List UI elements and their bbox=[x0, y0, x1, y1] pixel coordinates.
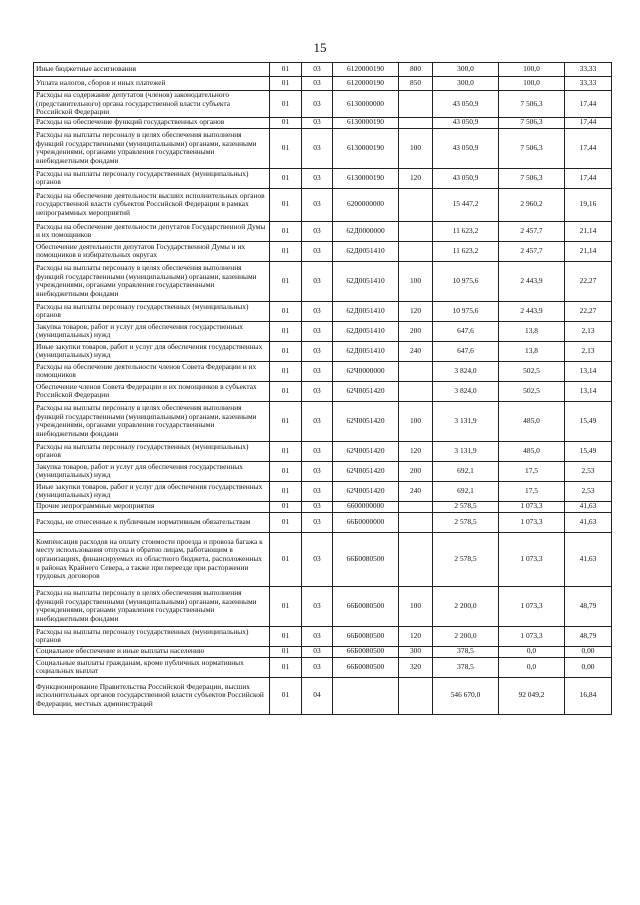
subsection-code-cell: 03 bbox=[302, 586, 333, 626]
expense-type-cell: 120 bbox=[399, 626, 433, 646]
subsection-code-cell: 03 bbox=[302, 241, 333, 261]
expense-name-cell: Расходы на обеспечение деятельности членов Совета Федерации и их помощников bbox=[34, 361, 270, 381]
plan-amount-cell: 11 623,2 bbox=[433, 241, 499, 261]
table-row bbox=[34, 301, 612, 321]
expense-type-cell: 100 bbox=[399, 401, 433, 441]
expense-type-cell: 300 bbox=[399, 646, 433, 657]
executed-amount-cell: 0,0 bbox=[499, 646, 565, 657]
plan-amount-cell: 378,5 bbox=[433, 657, 499, 677]
section-code-cell: 01 bbox=[270, 657, 302, 677]
subsection-code-cell: 03 bbox=[302, 261, 333, 301]
plan-amount-cell: 2 200,0 bbox=[433, 626, 499, 646]
expense-name-cell: Иные бюджетные ассигнования bbox=[34, 63, 270, 77]
expense-name-cell: Обеспечение членов Совета Федерации и их помощников в субъектах Российской Федерации bbox=[34, 381, 270, 401]
subsection-code-cell: 03 bbox=[302, 461, 333, 481]
section-code-cell: 01 bbox=[270, 63, 302, 77]
expense-name-cell: Прочие непрограммные мероприятия bbox=[34, 501, 270, 512]
plan-amount-cell: 3 131,9 bbox=[433, 401, 499, 441]
expense-type-cell bbox=[399, 91, 433, 118]
section-code-cell: 01 bbox=[270, 91, 302, 118]
executed-amount-cell: 2 457,7 bbox=[499, 241, 565, 261]
subsection-code-cell: 03 bbox=[302, 532, 333, 586]
executed-amount-cell: 1 073,3 bbox=[499, 586, 565, 626]
subsection-code-cell: 03 bbox=[302, 221, 333, 241]
target-article-cell: 66Б0080500 bbox=[333, 532, 399, 586]
plan-amount-cell: 10 975,6 bbox=[433, 261, 499, 301]
expense-name-cell: Компенсация расходов на оплату стоимости проезда и провоза багажа к месту использования отпуска и обратно лицам, работающим в организациях, финансируемых из областного бюджета, расположенных в районах Крайнего Севера, а также при переезде при расторжении трудовых договоров bbox=[34, 532, 270, 586]
plan-amount-cell: 15 447,2 bbox=[433, 188, 499, 221]
expense-type-cell: 120 bbox=[399, 168, 433, 188]
table-row bbox=[34, 401, 612, 441]
expense-name-cell: Иные закупки товаров, работ и услуг для обеспечения государственных (муниципальных) нужд bbox=[34, 481, 270, 501]
subsection-code-cell: 03 bbox=[302, 646, 333, 657]
expense-name-cell: Расходы на обеспечение функций государственных органов bbox=[34, 117, 270, 128]
plan-amount-cell: 647,6 bbox=[433, 321, 499, 341]
subsection-code-cell: 03 bbox=[302, 321, 333, 341]
table-row bbox=[34, 626, 612, 646]
target-article-cell: 6130000000 bbox=[333, 91, 399, 118]
expense-type-cell: 200 bbox=[399, 321, 433, 341]
percent-executed-cell: 41,63 bbox=[565, 532, 612, 586]
plan-amount-cell: 692,1 bbox=[433, 481, 499, 501]
expense-name-cell: Расходы на выплаты персоналу государственных (муниципальных) органов bbox=[34, 626, 270, 646]
subsection-code-cell: 03 bbox=[302, 381, 333, 401]
plan-amount-cell: 2 578,5 bbox=[433, 501, 499, 512]
section-code-cell: 01 bbox=[270, 677, 302, 714]
executed-amount-cell: 1 073,3 bbox=[499, 501, 565, 512]
table-row bbox=[34, 441, 612, 461]
expense-name-cell: Расходы на выплаты персоналу в целях обеспечения выполнения функций государственными (муниципальными) органами, казенными учреждениями, органами управления государственными внебюджетными фондами bbox=[34, 128, 270, 168]
section-code-cell: 01 bbox=[270, 481, 302, 501]
expense-type-cell bbox=[399, 361, 433, 381]
plan-amount-cell: 546 670,0 bbox=[433, 677, 499, 714]
percent-executed-cell: 17,44 bbox=[565, 128, 612, 168]
section-code-cell: 01 bbox=[270, 512, 302, 532]
table-row bbox=[34, 481, 612, 501]
section-code-cell: 01 bbox=[270, 241, 302, 261]
percent-executed-cell: 48,79 bbox=[565, 586, 612, 626]
expense-name-cell: Расходы, не отнесенные к публичным нормативным обязательствам bbox=[34, 512, 270, 532]
expense-type-cell: 800 bbox=[399, 63, 433, 77]
executed-amount-cell: 1 073,3 bbox=[499, 512, 565, 532]
expense-type-cell bbox=[399, 532, 433, 586]
table-row bbox=[34, 221, 612, 241]
subsection-code-cell: 03 bbox=[302, 301, 333, 321]
plan-amount-cell: 647,6 bbox=[433, 341, 499, 361]
section-code-cell: 01 bbox=[270, 381, 302, 401]
target-article-cell: 6130000190 bbox=[333, 117, 399, 128]
subsection-code-cell: 03 bbox=[302, 512, 333, 532]
section-code-cell: 01 bbox=[270, 401, 302, 441]
executed-amount-cell: 1 073,3 bbox=[499, 532, 565, 586]
executed-amount-cell: 7 506,3 bbox=[499, 117, 565, 128]
percent-executed-cell: 41,63 bbox=[565, 501, 612, 512]
expense-name-cell: Расходы на выплаты персоналу государственных (муниципальных) органов bbox=[34, 301, 270, 321]
section-code-cell: 01 bbox=[270, 441, 302, 461]
executed-amount-cell: 2 457,7 bbox=[499, 221, 565, 241]
target-article-cell: 62Д0051410 bbox=[333, 241, 399, 261]
target-article-cell: 62Ч0051420 bbox=[333, 461, 399, 481]
section-code-cell: 01 bbox=[270, 301, 302, 321]
executed-amount-cell: 0,0 bbox=[499, 657, 565, 677]
target-article-cell: 6120000190 bbox=[333, 63, 399, 77]
percent-executed-cell: 22,27 bbox=[565, 261, 612, 301]
target-article-cell: 6200000000 bbox=[333, 188, 399, 221]
plan-amount-cell: 2 578,5 bbox=[433, 512, 499, 532]
plan-amount-cell: 300,0 bbox=[433, 77, 499, 91]
percent-executed-cell: 13,14 bbox=[565, 381, 612, 401]
executed-amount-cell: 7 506,3 bbox=[499, 128, 565, 168]
percent-executed-cell: 2,53 bbox=[565, 461, 612, 481]
expense-type-cell bbox=[399, 512, 433, 532]
percent-executed-cell: 16,84 bbox=[565, 677, 612, 714]
executed-amount-cell: 502,5 bbox=[499, 361, 565, 381]
section-code-cell: 01 bbox=[270, 261, 302, 301]
subsection-code-cell: 03 bbox=[302, 77, 333, 91]
subsection-code-cell: 03 bbox=[302, 188, 333, 221]
subsection-code-cell: 03 bbox=[302, 63, 333, 77]
percent-executed-cell: 15,49 bbox=[565, 401, 612, 441]
plan-amount-cell: 692,1 bbox=[433, 461, 499, 481]
subsection-code-cell: 03 bbox=[302, 657, 333, 677]
expense-name-cell: Расходы на выплаты персоналу государственных (муниципальных) органов bbox=[34, 168, 270, 188]
plan-amount-cell: 300,0 bbox=[433, 63, 499, 77]
section-code-cell: 01 bbox=[270, 77, 302, 91]
executed-amount-cell: 13,8 bbox=[499, 321, 565, 341]
section-code-cell: 01 bbox=[270, 188, 302, 221]
percent-executed-cell: 17,44 bbox=[565, 168, 612, 188]
expense-type-cell bbox=[399, 221, 433, 241]
section-code-cell: 01 bbox=[270, 461, 302, 481]
plan-amount-cell: 43 050,9 bbox=[433, 168, 499, 188]
expense-type-cell: 320 bbox=[399, 657, 433, 677]
section-code-cell: 01 bbox=[270, 221, 302, 241]
expense-name-cell: Расходы на выплаты персоналу в целях обеспечения выполнения функций государственными (муниципальными) органами, казенными учреждениями, органами управления государственными внебюджетными фондами bbox=[34, 586, 270, 626]
percent-executed-cell: 2,13 bbox=[565, 321, 612, 341]
subsection-code-cell: 03 bbox=[302, 168, 333, 188]
expense-type-cell: 200 bbox=[399, 461, 433, 481]
subsection-code-cell: 03 bbox=[302, 481, 333, 501]
target-article-cell: 62Ч0051420 bbox=[333, 381, 399, 401]
plan-amount-cell: 3 131,9 bbox=[433, 441, 499, 461]
target-article-cell: 6130000190 bbox=[333, 128, 399, 168]
executed-amount-cell: 100,0 bbox=[499, 77, 565, 91]
section-code-cell: 01 bbox=[270, 586, 302, 626]
expense-name-cell: Расходы на выплаты персоналу в целях обеспечения выполнения функций государственными (муниципальными) органами, казенными учреждениями, органами управления государственными внебюджетными фондами bbox=[34, 401, 270, 441]
executed-amount-cell: 7 506,3 bbox=[499, 91, 565, 118]
expense-type-cell bbox=[399, 241, 433, 261]
executed-amount-cell: 17,5 bbox=[499, 481, 565, 501]
expense-type-cell bbox=[399, 188, 433, 221]
table-row bbox=[34, 261, 612, 301]
section-code-cell: 01 bbox=[270, 117, 302, 128]
table-row bbox=[34, 657, 612, 677]
table-row bbox=[34, 512, 612, 532]
percent-executed-cell: 22,27 bbox=[565, 301, 612, 321]
expense-name-cell: Функционирование Правительства Российской Федерации, высших исполнительных органов государственной власти субъектов Российской Федерации, местных администраций bbox=[34, 677, 270, 714]
section-code-cell: 01 bbox=[270, 646, 302, 657]
percent-executed-cell: 2,13 bbox=[565, 341, 612, 361]
subsection-code-cell: 03 bbox=[302, 441, 333, 461]
executed-amount-cell: 2 443,9 bbox=[499, 301, 565, 321]
percent-executed-cell: 2,53 bbox=[565, 481, 612, 501]
expense-name-cell: Закупка товаров, работ и услуг для обеспечения государственных (муниципальных) нужд bbox=[34, 461, 270, 481]
table-row bbox=[34, 361, 612, 381]
plan-amount-cell: 10 975,6 bbox=[433, 301, 499, 321]
plan-amount-cell: 3 824,0 bbox=[433, 381, 499, 401]
executed-amount-cell: 502,5 bbox=[499, 381, 565, 401]
target-article-cell: 62Д0000000 bbox=[333, 221, 399, 241]
table-row bbox=[34, 321, 612, 341]
plan-amount-cell: 11 623,2 bbox=[433, 221, 499, 241]
section-code-cell: 01 bbox=[270, 626, 302, 646]
executed-amount-cell: 17,5 bbox=[499, 461, 565, 481]
target-article-cell: 62Д0051410 bbox=[333, 341, 399, 361]
plan-amount-cell: 3 824,0 bbox=[433, 361, 499, 381]
expense-type-cell: 240 bbox=[399, 481, 433, 501]
executed-amount-cell: 485,0 bbox=[499, 441, 565, 461]
section-code-cell: 01 bbox=[270, 501, 302, 512]
expense-type-cell: 100 bbox=[399, 128, 433, 168]
expense-name-cell: Расходы на обеспечение деятельности депутатов Государственной Думы и их помощников bbox=[34, 221, 270, 241]
plan-amount-cell: 378,5 bbox=[433, 646, 499, 657]
target-article-cell: 62Ч0051420 bbox=[333, 441, 399, 461]
target-article-cell: 66Б0080500 bbox=[333, 626, 399, 646]
target-article-cell: 66Б0080500 bbox=[333, 586, 399, 626]
table-row bbox=[34, 461, 612, 481]
subsection-code-cell: 04 bbox=[302, 677, 333, 714]
percent-executed-cell: 15,49 bbox=[565, 441, 612, 461]
table-row bbox=[34, 677, 612, 714]
plan-amount-cell: 2 578,5 bbox=[433, 532, 499, 586]
expense-name-cell: Уплата налогов, сборов и иных платежей bbox=[34, 77, 270, 91]
plan-amount-cell: 43 050,9 bbox=[433, 117, 499, 128]
executed-amount-cell: 2 960,2 bbox=[499, 188, 565, 221]
expense-name-cell: Расходы на содержание депутатов (членов) законодательного (представительного) органа государственной власти субъекта Российской Федерации bbox=[34, 91, 270, 118]
target-article-cell: 66Б0080500 bbox=[333, 646, 399, 657]
expense-name-cell: Расходы на обеспечение деятельности высших исполнительных органов государственной власти субъектов Российской Федерации в рамках непрограммных мероприятий bbox=[34, 188, 270, 221]
plan-amount-cell: 43 050,9 bbox=[433, 128, 499, 168]
executed-amount-cell: 100,0 bbox=[499, 63, 565, 77]
target-article-cell: 62Ч0051420 bbox=[333, 481, 399, 501]
percent-executed-cell: 13,14 bbox=[565, 361, 612, 381]
section-code-cell: 01 bbox=[270, 168, 302, 188]
target-article-cell: 62Ч0051420 bbox=[333, 401, 399, 441]
plan-amount-cell: 43 050,9 bbox=[433, 91, 499, 118]
expense-name-cell: Закупка товаров, работ и услуг для обеспечения государственных (муниципальных) нужд bbox=[34, 321, 270, 341]
table-row bbox=[34, 341, 612, 361]
target-article-cell bbox=[333, 677, 399, 714]
percent-executed-cell: 41,63 bbox=[565, 512, 612, 532]
target-article-cell: 66Б0000000 bbox=[333, 512, 399, 532]
table-row bbox=[34, 168, 612, 188]
page-number: 15 bbox=[313, 40, 327, 55]
target-article-cell: 62Д0051410 bbox=[333, 301, 399, 321]
expense-name-cell: Расходы на выплаты персоналу в целях обеспечения выполнения функций государственными (муниципальными) органами, казенными учреждениями, органами управления государственными внебюджетными фондами bbox=[34, 261, 270, 301]
target-article-cell: 66Б0080500 bbox=[333, 657, 399, 677]
executed-amount-cell: 92 049,2 bbox=[499, 677, 565, 714]
target-article-cell: 6120000190 bbox=[333, 77, 399, 91]
table-row bbox=[34, 586, 612, 626]
table-row bbox=[34, 381, 612, 401]
table-row bbox=[34, 241, 612, 261]
subsection-code-cell: 03 bbox=[302, 128, 333, 168]
target-article-cell: 62Ч0000000 bbox=[333, 361, 399, 381]
table-row bbox=[34, 532, 612, 586]
executed-amount-cell: 1 073,3 bbox=[499, 626, 565, 646]
table-row bbox=[34, 91, 612, 118]
percent-executed-cell: 21,14 bbox=[565, 241, 612, 261]
expense-name-cell: Расходы на выплаты персоналу государственных (муниципальных) органов bbox=[34, 441, 270, 461]
table-row bbox=[34, 77, 612, 91]
target-article-cell: 6600000000 bbox=[333, 501, 399, 512]
subsection-code-cell: 03 bbox=[302, 626, 333, 646]
percent-executed-cell: 17,44 bbox=[565, 117, 612, 128]
section-code-cell: 01 bbox=[270, 341, 302, 361]
section-code-cell: 01 bbox=[270, 321, 302, 341]
budget-table bbox=[33, 62, 612, 715]
percent-executed-cell: 0,00 bbox=[565, 657, 612, 677]
plan-amount-cell: 2 200,0 bbox=[433, 586, 499, 626]
percent-executed-cell: 48,79 bbox=[565, 626, 612, 646]
expense-type-cell: 100 bbox=[399, 586, 433, 626]
expense-type-cell: 850 bbox=[399, 77, 433, 91]
percent-executed-cell: 21,14 bbox=[565, 221, 612, 241]
subsection-code-cell: 03 bbox=[302, 341, 333, 361]
subsection-code-cell: 03 bbox=[302, 117, 333, 128]
expense-name-cell: Социальные выплаты гражданам, кроме публичных нормативных социальных выплат bbox=[34, 657, 270, 677]
expense-type-cell: 120 bbox=[399, 441, 433, 461]
table-row bbox=[34, 188, 612, 221]
percent-executed-cell: 0,00 bbox=[565, 646, 612, 657]
expense-type-cell: 240 bbox=[399, 341, 433, 361]
target-article-cell: 6130000190 bbox=[333, 168, 399, 188]
subsection-code-cell: 03 bbox=[302, 401, 333, 441]
target-article-cell: 62Д0051410 bbox=[333, 261, 399, 301]
expense-type-cell: 120 bbox=[399, 301, 433, 321]
expense-type-cell bbox=[399, 677, 433, 714]
subsection-code-cell: 03 bbox=[302, 91, 333, 118]
percent-executed-cell: 19,16 bbox=[565, 188, 612, 221]
percent-executed-cell: 33,33 bbox=[565, 77, 612, 91]
subsection-code-cell: 03 bbox=[302, 501, 333, 512]
section-code-cell: 01 bbox=[270, 532, 302, 586]
expense-name-cell: Иные закупки товаров, работ и услуг для обеспечения государственных (муниципальных) нужд bbox=[34, 341, 270, 361]
table-row bbox=[34, 646, 612, 657]
expense-type-cell bbox=[399, 117, 433, 128]
target-article-cell: 62Д0051410 bbox=[333, 321, 399, 341]
section-code-cell: 01 bbox=[270, 128, 302, 168]
table-row bbox=[34, 117, 612, 128]
expense-type-cell bbox=[399, 501, 433, 512]
expense-name-cell: Социальное обеспечение и иные выплаты населению bbox=[34, 646, 270, 657]
section-code-cell: 01 bbox=[270, 361, 302, 381]
expense-type-cell bbox=[399, 381, 433, 401]
table-row bbox=[34, 501, 612, 512]
executed-amount-cell: 485,0 bbox=[499, 401, 565, 441]
expense-type-cell: 100 bbox=[399, 261, 433, 301]
table-row bbox=[34, 128, 612, 168]
budget-table-body bbox=[34, 63, 612, 715]
percent-executed-cell: 17,44 bbox=[565, 91, 612, 118]
table-row bbox=[34, 63, 612, 77]
executed-amount-cell: 2 443,9 bbox=[499, 261, 565, 301]
percent-executed-cell: 33,33 bbox=[565, 63, 612, 77]
expense-name-cell: Обеспечение деятельности депутатов Государственной Думы и их помощников в избирательных округах bbox=[34, 241, 270, 261]
executed-amount-cell: 7 506,3 bbox=[499, 168, 565, 188]
executed-amount-cell: 13,8 bbox=[499, 341, 565, 361]
subsection-code-cell: 03 bbox=[302, 361, 333, 381]
